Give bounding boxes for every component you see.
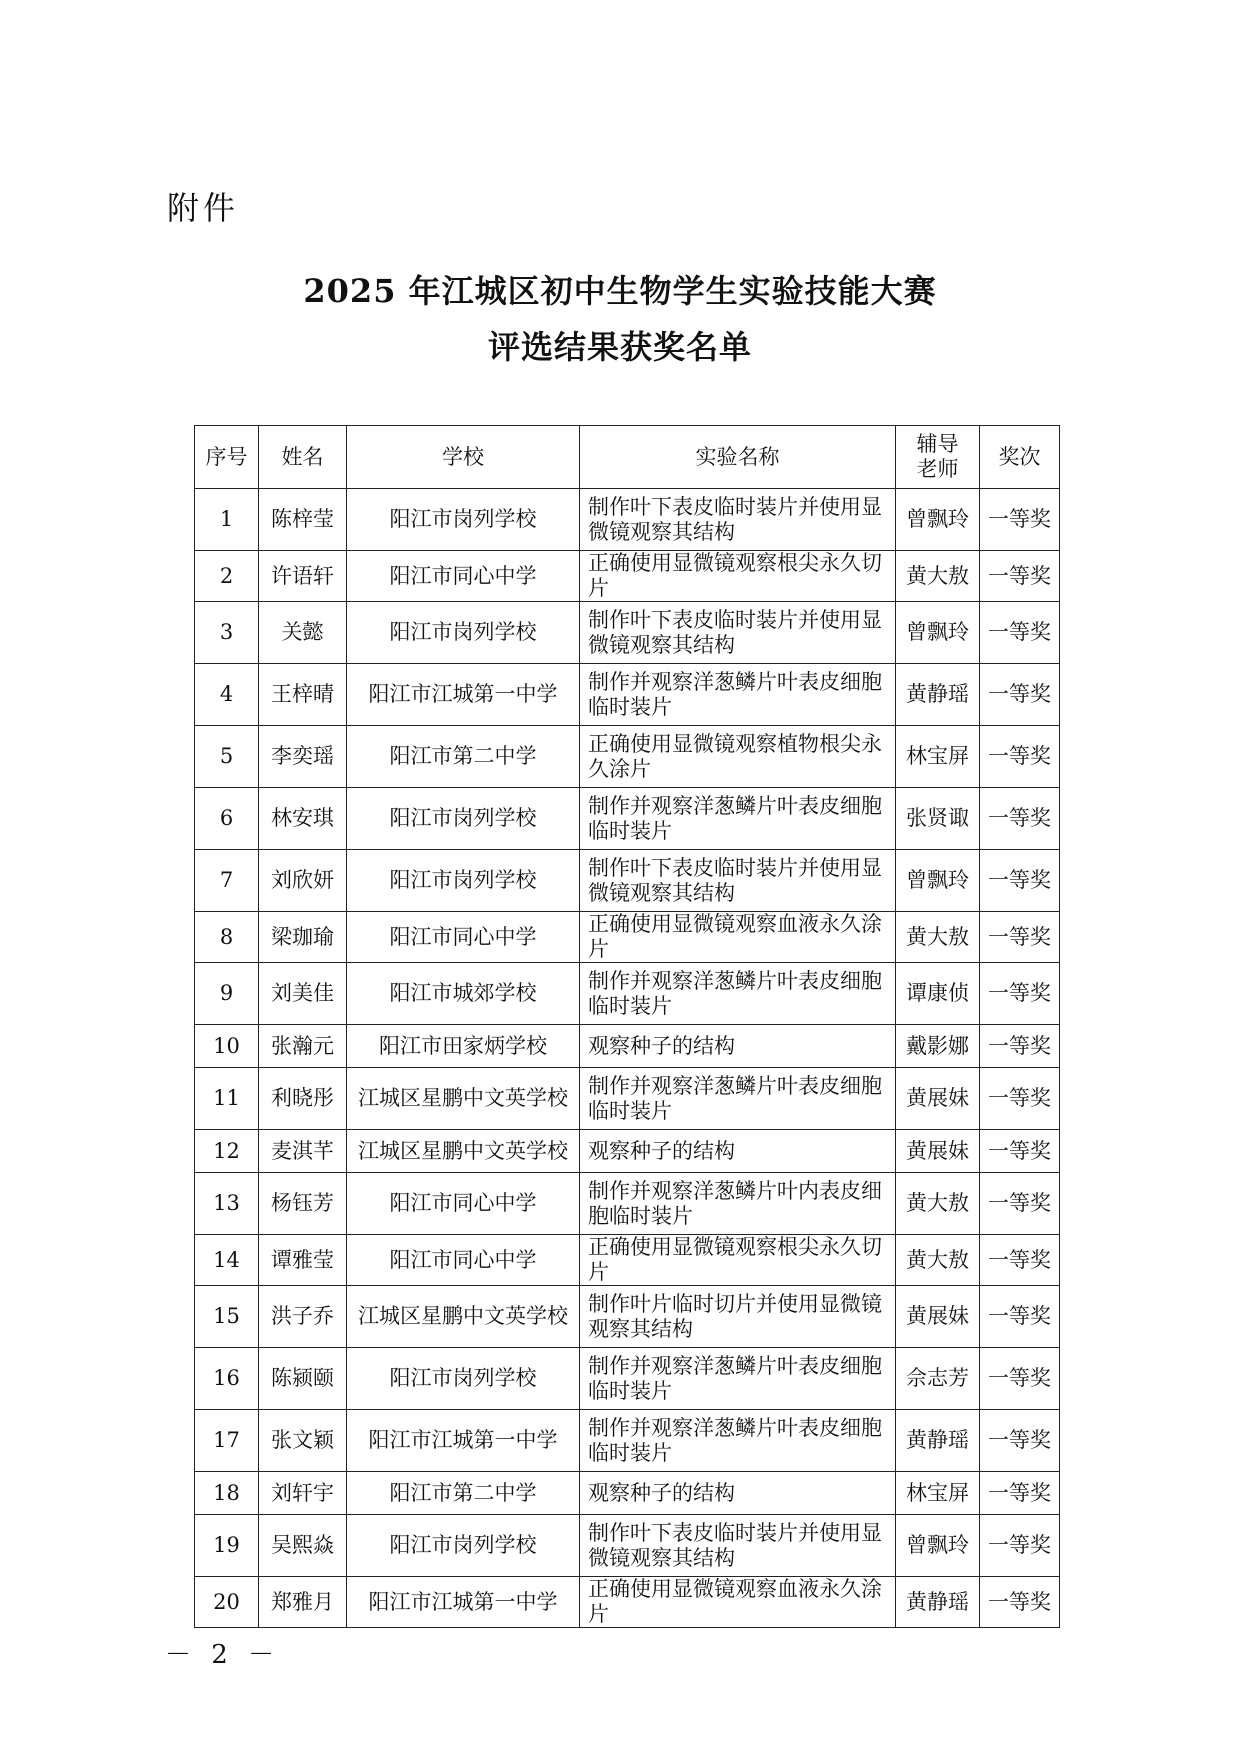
cell-name: 刘美佳 xyxy=(259,963,347,1025)
table-row xyxy=(195,1286,1060,1348)
cell-school: 阳江市岗列学校 xyxy=(347,602,580,664)
header-experiment: 实验名称 xyxy=(580,426,896,489)
cell-school: 阳江市岗列学校 xyxy=(347,1348,580,1410)
cell-experiment: 正确使用显微镜观察根尖永久切片 xyxy=(580,1235,896,1286)
cell-experiment: 制作叶下表皮临时装片并使用显微镜观察其结构 xyxy=(580,489,896,551)
cell-name: 张文颖 xyxy=(259,1410,347,1472)
cell-award: 一等奖 xyxy=(980,1515,1060,1577)
table-row xyxy=(195,1410,1060,1472)
cell-experiment: 观察种子的结构 xyxy=(580,1025,896,1068)
cell-name: 吴熙焱 xyxy=(259,1515,347,1577)
cell-no: 12 xyxy=(195,1130,259,1173)
table-row xyxy=(195,726,1060,788)
cell-award: 一等奖 xyxy=(980,551,1060,602)
cell-award: 一等奖 xyxy=(980,1025,1060,1068)
table-header-row xyxy=(195,426,1060,489)
header-award: 奖次 xyxy=(980,426,1060,489)
cell-award: 一等奖 xyxy=(980,1286,1060,1348)
cell-no: 6 xyxy=(195,788,259,850)
cell-school: 江城区星鹏中文英学校 xyxy=(347,1068,580,1130)
cell-teacher: 黄展妹 xyxy=(896,1286,980,1348)
cell-name: 梁珈瑜 xyxy=(259,912,347,963)
cell-no: 18 xyxy=(195,1472,259,1515)
cell-school: 阳江市同心中学 xyxy=(347,912,580,963)
cell-no: 10 xyxy=(195,1025,259,1068)
cell-award: 一等奖 xyxy=(980,1173,1060,1235)
award-table xyxy=(194,425,1060,1628)
cell-experiment: 制作并观察洋葱鳞片叶表皮细胞临时装片 xyxy=(580,788,896,850)
table-row xyxy=(195,1348,1060,1410)
table-row xyxy=(195,1025,1060,1068)
cell-school: 阳江市同心中学 xyxy=(347,1173,580,1235)
cell-name: 刘欣妍 xyxy=(259,850,347,912)
cell-no: 4 xyxy=(195,664,259,726)
table-row xyxy=(195,489,1060,551)
cell-no: 15 xyxy=(195,1286,259,1348)
cell-name: 关懿 xyxy=(259,602,347,664)
cell-teacher: 佘志芳 xyxy=(896,1348,980,1410)
cell-school: 阳江市江城第一中学 xyxy=(347,1410,580,1472)
document-title-line-2: 评选结果获奖名单 xyxy=(487,328,752,366)
cell-award: 一等奖 xyxy=(980,1235,1060,1286)
cell-school: 阳江市岗列学校 xyxy=(347,850,580,912)
table-row xyxy=(195,963,1060,1025)
cell-experiment: 制作叶下表皮临时装片并使用显微镜观察其结构 xyxy=(580,850,896,912)
cell-award: 一等奖 xyxy=(980,1577,1060,1628)
cell-award: 一等奖 xyxy=(980,602,1060,664)
table-row xyxy=(195,1068,1060,1130)
cell-no: 20 xyxy=(195,1577,259,1628)
cell-award: 一等奖 xyxy=(980,1348,1060,1410)
cell-teacher: 黄大敖 xyxy=(896,551,980,602)
table-row xyxy=(195,602,1060,664)
cell-name: 利晓彤 xyxy=(259,1068,347,1130)
cell-experiment: 制作叶片临时切片并使用显微镜观察其结构 xyxy=(580,1286,896,1348)
cell-experiment: 制作并观察洋葱鳞片叶表皮细胞临时装片 xyxy=(580,963,896,1025)
cell-award: 一等奖 xyxy=(980,726,1060,788)
cell-teacher: 黄大敖 xyxy=(896,1173,980,1235)
cell-teacher: 曾飘玲 xyxy=(896,602,980,664)
cell-experiment: 正确使用显微镜观察血液永久涂片 xyxy=(580,1577,896,1628)
cell-experiment: 制作并观察洋葱鳞片叶表皮细胞临时装片 xyxy=(580,1068,896,1130)
table-row xyxy=(195,1235,1060,1286)
table-row xyxy=(195,1515,1060,1577)
cell-award: 一等奖 xyxy=(980,1130,1060,1173)
cell-school: 江城区星鹏中文英学校 xyxy=(347,1286,580,1348)
cell-award: 一等奖 xyxy=(980,664,1060,726)
table-row xyxy=(195,664,1060,726)
cell-teacher: 黄静瑶 xyxy=(896,664,980,726)
cell-school: 阳江市城郊学校 xyxy=(347,963,580,1025)
cell-teacher: 曾飘玲 xyxy=(896,489,980,551)
page-number: － 2 － xyxy=(165,1640,281,1670)
header-teacher: 辅导 老师 xyxy=(896,426,980,489)
table-row xyxy=(195,1472,1060,1515)
cell-no: 17 xyxy=(195,1410,259,1472)
cell-name: 谭雅莹 xyxy=(259,1235,347,1286)
cell-school: 阳江市岗列学校 xyxy=(347,788,580,850)
cell-experiment: 制作并观察洋葱鳞片叶表皮细胞临时装片 xyxy=(580,1348,896,1410)
cell-name: 麦淇芊 xyxy=(259,1130,347,1173)
cell-school: 阳江市岗列学校 xyxy=(347,489,580,551)
cell-name: 杨钰芳 xyxy=(259,1173,347,1235)
table-row xyxy=(195,1173,1060,1235)
cell-experiment: 制作并观察洋葱鳞片叶表皮细胞临时装片 xyxy=(580,1410,896,1472)
cell-name: 陈颍颐 xyxy=(259,1348,347,1410)
cell-name: 刘轩宇 xyxy=(259,1472,347,1515)
table-row xyxy=(195,850,1060,912)
cell-no: 14 xyxy=(195,1235,259,1286)
header-name: 姓名 xyxy=(259,426,347,489)
cell-no: 11 xyxy=(195,1068,259,1130)
table-row xyxy=(195,1577,1060,1628)
cell-award: 一等奖 xyxy=(980,912,1060,963)
document-title-line-1: 2025 年江城区初中生物学生实验技能大赛 xyxy=(303,272,937,310)
table-row xyxy=(195,788,1060,850)
cell-no: 1 xyxy=(195,489,259,551)
cell-school: 阳江市岗列学校 xyxy=(347,1515,580,1577)
attachment-label: 附件 xyxy=(167,189,240,227)
cell-school: 阳江市田家炳学校 xyxy=(347,1025,580,1068)
cell-award: 一等奖 xyxy=(980,1410,1060,1472)
cell-teacher: 黄静瑶 xyxy=(896,1410,980,1472)
cell-no: 5 xyxy=(195,726,259,788)
cell-experiment: 观察种子的结构 xyxy=(580,1472,896,1515)
table-body xyxy=(195,489,1060,1628)
cell-award: 一等奖 xyxy=(980,850,1060,912)
cell-experiment: 正确使用显微镜观察根尖永久切片 xyxy=(580,551,896,602)
cell-name: 林安琪 xyxy=(259,788,347,850)
cell-teacher: 张贤诹 xyxy=(896,788,980,850)
cell-award: 一等奖 xyxy=(980,788,1060,850)
cell-teacher: 谭康侦 xyxy=(896,963,980,1025)
cell-teacher: 黄展妹 xyxy=(896,1068,980,1130)
cell-school: 阳江市江城第一中学 xyxy=(347,664,580,726)
cell-award: 一等奖 xyxy=(980,489,1060,551)
header-no: 序号 xyxy=(195,426,259,489)
table-row xyxy=(195,551,1060,602)
header-school: 学校 xyxy=(347,426,580,489)
cell-school: 阳江市同心中学 xyxy=(347,551,580,602)
cell-school: 阳江市江城第一中学 xyxy=(347,1577,580,1628)
cell-experiment: 观察种子的结构 xyxy=(580,1130,896,1173)
cell-experiment: 正确使用显微镜观察血液永久涂片 xyxy=(580,912,896,963)
cell-school: 阳江市第二中学 xyxy=(347,1472,580,1515)
cell-teacher: 林宝屏 xyxy=(896,1472,980,1515)
cell-no: 9 xyxy=(195,963,259,1025)
cell-teacher: 黄展妹 xyxy=(896,1130,980,1173)
table-row xyxy=(195,1130,1060,1173)
cell-teacher: 黄大敖 xyxy=(896,912,980,963)
cell-no: 13 xyxy=(195,1173,259,1235)
cell-name: 郑雅月 xyxy=(259,1577,347,1628)
cell-no: 7 xyxy=(195,850,259,912)
cell-experiment: 制作并观察洋葱鳞片叶表皮细胞临时装片 xyxy=(580,664,896,726)
cell-experiment: 正确使用显微镜观察植物根尖永久涂片 xyxy=(580,726,896,788)
cell-experiment: 制作并观察洋葱鳞片叶内表皮细胞临时装片 xyxy=(580,1173,896,1235)
cell-no: 3 xyxy=(195,602,259,664)
cell-teacher: 黄静瑶 xyxy=(896,1577,980,1628)
cell-no: 16 xyxy=(195,1348,259,1410)
cell-name: 张瀚元 xyxy=(259,1025,347,1068)
cell-experiment: 制作叶下表皮临时装片并使用显微镜观察其结构 xyxy=(580,1515,896,1577)
cell-teacher: 黄大敖 xyxy=(896,1235,980,1286)
cell-no: 2 xyxy=(195,551,259,602)
cell-school: 阳江市第二中学 xyxy=(347,726,580,788)
cell-name: 陈梓莹 xyxy=(259,489,347,551)
cell-name: 许语轩 xyxy=(259,551,347,602)
cell-name: 李奕瑶 xyxy=(259,726,347,788)
cell-name: 洪子乔 xyxy=(259,1286,347,1348)
cell-award: 一等奖 xyxy=(980,963,1060,1025)
cell-name: 王梓晴 xyxy=(259,664,347,726)
cell-experiment: 制作叶下表皮临时装片并使用显微镜观察其结构 xyxy=(580,602,896,664)
cell-award: 一等奖 xyxy=(980,1472,1060,1515)
table-row xyxy=(195,912,1060,963)
cell-teacher: 戴影娜 xyxy=(896,1025,980,1068)
cell-teacher: 曾飘玲 xyxy=(896,1515,980,1577)
cell-award: 一等奖 xyxy=(980,1068,1060,1130)
cell-no: 8 xyxy=(195,912,259,963)
cell-no: 19 xyxy=(195,1515,259,1577)
cell-school: 阳江市同心中学 xyxy=(347,1235,580,1286)
cell-teacher: 林宝屏 xyxy=(896,726,980,788)
cell-school: 江城区星鹏中文英学校 xyxy=(347,1130,580,1173)
cell-teacher: 曾飘玲 xyxy=(896,850,980,912)
